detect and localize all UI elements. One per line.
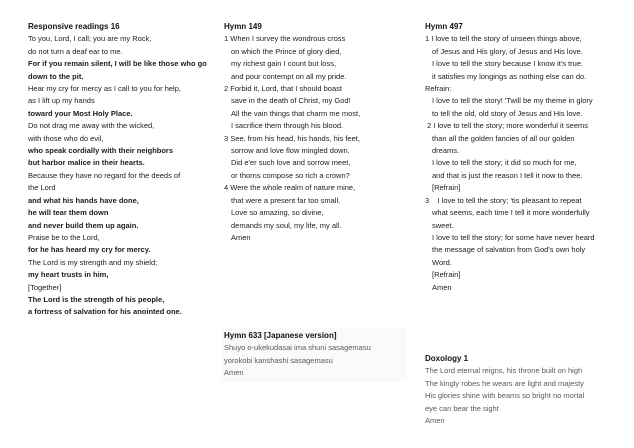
text-line: 3 See, from his head, his hands, his feet, xyxy=(224,133,360,143)
text-line: I love to tell the story; it did so much for me, xyxy=(432,158,577,168)
text-line: he will tear them down xyxy=(28,208,109,218)
text-line: and never build them up again. xyxy=(28,220,139,230)
text-line: demands my soul, my life, my all. xyxy=(231,220,342,230)
text-line: or thorns compose so rich a crown? xyxy=(231,170,350,180)
text-line: to tell the old, old story of Jesus and His love. xyxy=(432,108,583,118)
text-line: dreams. xyxy=(432,146,460,156)
text-line: on which the Prince of glory died, xyxy=(231,46,342,56)
text-line: 4 Were the whole realm of nature mine, xyxy=(224,183,356,193)
text-line: the Lord xyxy=(28,183,56,193)
text-line: Because they have no regard for the deeds of xyxy=(28,170,181,180)
responsive-reading-lines xyxy=(28,33,223,318)
text-line: To you, Lord, I call; you are my Rock, xyxy=(28,34,152,44)
text-line: than all the golden fancies of all our golden xyxy=(432,133,575,143)
text-line: Hear my cry for mercy as I call to you for help, xyxy=(28,84,181,94)
text-line: Do not drag me away with the wicked, xyxy=(28,121,155,131)
text-line: of Jesus and His glory, of Jesus and His love. xyxy=(432,46,583,56)
hymn-149-title: Hymn 149 xyxy=(224,22,262,31)
text-line: and pour contempt on all my pride. xyxy=(231,71,347,81)
text-line: down to the pit. xyxy=(28,71,84,81)
doxology-section xyxy=(425,353,627,427)
text-line: a fortress of salvation for his anointed one. xyxy=(28,307,182,317)
text-line: All the vain things that charm me most, xyxy=(231,108,361,118)
text-line: 3 I love to tell the story; 'tis pleasant to repeat xyxy=(425,195,582,205)
text-line: what seems, each time I tell it more wonderfully xyxy=(432,208,590,218)
text-line: Did e'er such love and sorrow meet, xyxy=(231,158,351,168)
text-line: 2 I love to tell the story; more wonderful it seems xyxy=(425,121,588,131)
text-line: Love so amazing, so divine, xyxy=(231,208,324,218)
text-line: save in the death of Christ, my God! xyxy=(231,96,351,106)
text-line: 2 Forbid it, Lord, that I should boast xyxy=(224,84,342,94)
text-line: [Refrain] xyxy=(432,183,461,193)
responsive-reading-title: Responsive readings 16 xyxy=(28,22,120,31)
text-line: but harbor malice in their hearts. xyxy=(28,158,145,168)
text-line: and that is just the reason I tell it now to thee. xyxy=(432,170,583,180)
text-line: The kingly robes he wears are light and majesty xyxy=(425,378,584,388)
text-line: do not turn a deaf ear to me. xyxy=(28,46,123,56)
hymn-497-section xyxy=(425,21,627,294)
text-line: my richest gain I count but loss, xyxy=(231,59,337,69)
doxology-title: Doxology 1 xyxy=(425,354,469,363)
text-line: with those who do evil, xyxy=(28,133,104,143)
text-line: Amen xyxy=(425,416,445,426)
text-line: and what his hands have done, xyxy=(28,195,139,205)
text-line: The Lord eternal reigns, his throne built on high xyxy=(425,366,583,376)
text-line: yorokobi kanshashi sasagemasu xyxy=(224,355,333,365)
hymn-633-lines xyxy=(224,342,404,379)
text-line: Refrain: xyxy=(425,84,452,94)
text-line: Amen xyxy=(231,232,251,242)
text-line: I love to tell the story! 'Twill be my theme in glory xyxy=(432,96,593,106)
text-line: eye can bear the sight xyxy=(425,403,499,413)
text-line: as I lift up my hands xyxy=(28,96,95,106)
hymn-633-section xyxy=(221,328,407,382)
hymn-497-title: Hymn 497 xyxy=(425,22,463,31)
text-line: I sacrifice them through his blood. xyxy=(231,121,344,131)
text-line: that were a present far too small. xyxy=(231,195,341,205)
text-line: His glories shine with beams so bright no mortal xyxy=(425,391,585,401)
text-line: [Refrain] xyxy=(432,270,461,280)
text-line: Praise be to the Lord, xyxy=(28,232,100,242)
hymn-149-lines xyxy=(224,33,409,244)
responsive-reading-section xyxy=(28,21,223,319)
text-line: [Together] xyxy=(28,282,62,292)
hymn-497-lines xyxy=(425,33,627,294)
text-line: The Lord is my strength and my shield; xyxy=(28,257,158,267)
text-line: my heart trusts in him, xyxy=(28,270,109,280)
text-line: who speak cordially with their neighbors xyxy=(28,146,174,156)
text-line: Word. xyxy=(432,257,452,267)
text-line: 1 When I survey the wondrous cross xyxy=(224,34,346,44)
text-line: sweet. xyxy=(432,220,454,230)
text-line: it satisfies my longings as nothing else can do. xyxy=(432,71,587,81)
hymn-633-title: Hymn 633 [Japanese version] xyxy=(224,331,337,340)
text-line: The Lord is the strength of his people, xyxy=(28,294,165,304)
text-line: Amen xyxy=(432,282,452,292)
text-line: I love to tell the story because I know it's true. xyxy=(432,59,584,69)
text-line: toward your Most Holy Place. xyxy=(28,108,133,118)
doxology-lines xyxy=(425,365,627,427)
text-line: I love to tell the story; for some have never heard xyxy=(432,232,595,242)
text-line: 1 I love to tell the story of unseen things above, xyxy=(425,34,582,44)
text-line: the message of salvation from God's own holy xyxy=(432,245,586,255)
text-line: Shuyo o-ukekudasai ima shuni sasagemasu xyxy=(224,343,371,353)
hymn-149-section xyxy=(224,21,409,244)
text-line: Amen xyxy=(224,368,244,378)
text-line: For if you remain silent, I will be like those who go xyxy=(28,59,207,69)
text-line: for he has heard my cry for mercy. xyxy=(28,245,151,255)
text-line: sorrow and love flow mingled down. xyxy=(231,146,350,156)
